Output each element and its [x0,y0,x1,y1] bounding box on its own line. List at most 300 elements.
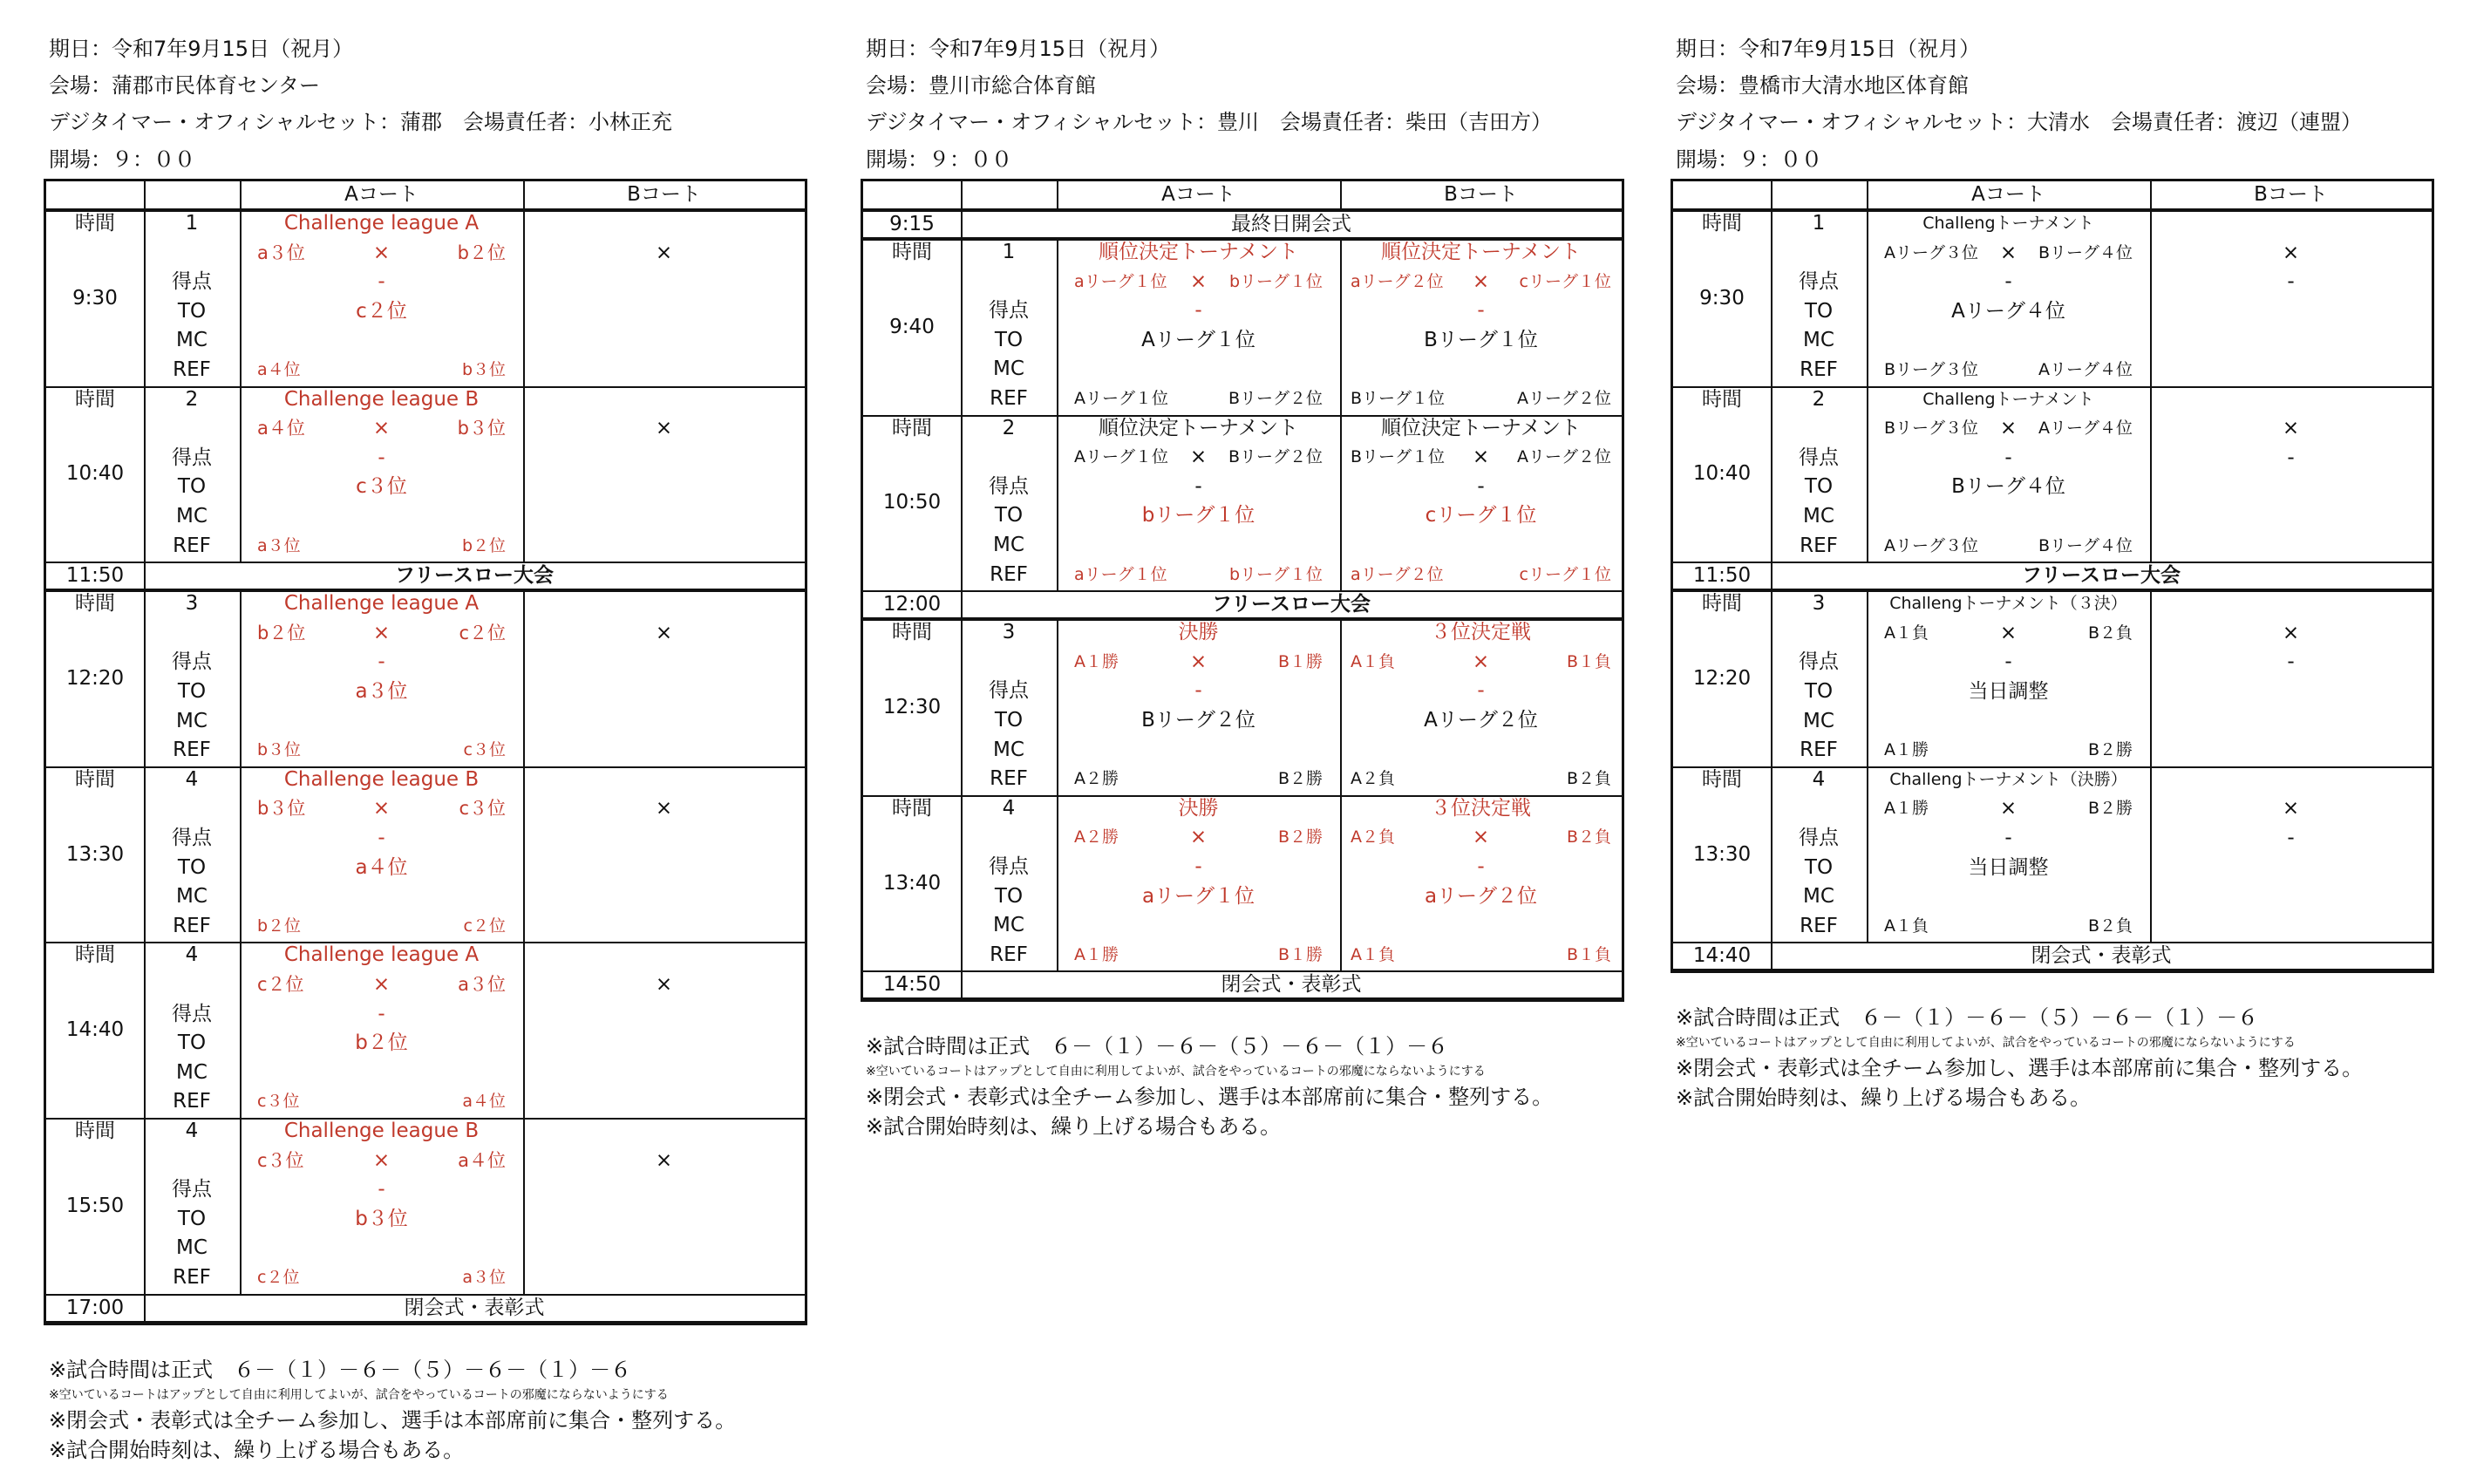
court-a-match-title: Challenge league B [283,1120,480,1142]
court-b-dash: - [1477,679,1485,703]
time-label: 時間 [75,592,115,616]
header-timer: デジタイマー・オフィシャルセット：豊川 会場責任者：柴田（吉田方） [866,110,1552,134]
mc-label: MC [176,709,208,732]
match-time: 14:40 [65,1018,125,1042]
match-number: 1 [1002,241,1016,263]
court-a-match-title: Challengトーナメント（決勝） [1889,769,2127,789]
court-a-dash: - [2004,270,2012,294]
to-label: TO [177,475,207,499]
court-a-officials: b２位 [355,1031,408,1055]
court-a-officials: c３位 [356,475,407,499]
court-a-team1: aリーグ１位 [1074,271,1167,291]
ref-label: REF [173,1090,211,1113]
court-a-team2: b２位 [457,242,506,263]
to-label: TO [994,504,1024,528]
band-col-divider [144,1294,146,1323]
court-b-versus: × [1472,446,1490,469]
score-label: 得点 [1799,650,1839,674]
header-col-divider [1771,181,1773,210]
court-b-versus: × [655,797,673,820]
score-label: 得点 [1799,827,1839,849]
match-col-divider [961,415,963,591]
band-text: フリースロー大会 [2022,564,2181,588]
score-label: 得点 [989,299,1029,323]
court-a-versus: × [1999,417,2018,440]
score-label: 得点 [172,446,212,469]
court-a-referee1: Bリーグ３位 [1884,360,1979,379]
band-text: 閉会式・表彰式 [404,1296,545,1319]
to-label: TO [177,1207,207,1230]
score-label: 得点 [1799,270,1839,294]
court-a-versus: × [1189,826,1208,849]
note-line: ※空いているコートはアップとして自由に利用してよいが、試合をやっているコートの邪魔にならないようにする [866,1065,1486,1079]
to-label: TO [994,328,1024,351]
mc-label: MC [993,914,1024,937]
match-col-divider [2150,386,2152,562]
court-b-team2: cリーグ１位 [1519,271,1611,291]
to-label: TO [1804,475,1834,499]
ref-label: REF [173,358,211,381]
match-time: 9:30 [1699,286,1745,310]
court-a-team2: Bリーグ２位 [1228,447,1323,467]
court-a-dash: - [378,446,385,469]
court-a-team1: Aリーグ１位 [1074,447,1168,467]
court-b-match-title: 順位決定トーナメント [1380,241,1582,263]
match-time: 9:40 [889,315,935,338]
court-a-referee2: c３位 [463,740,506,760]
note-line: ※試合開始時刻は、繰り上げる場合もある。 [1676,1086,2092,1111]
ref-label: REF [1800,914,1838,937]
court-a-match-title: 順位決定トーナメント [1098,416,1299,439]
mc-label: MC [1803,709,1834,732]
court-a-referee2: Aリーグ４位 [2038,360,2133,379]
band-col-divider [144,562,146,590]
match-number: 4 [185,1120,199,1142]
court-a-team2: c２位 [459,622,506,643]
header-col-divider [1867,181,1868,210]
note-line: ※試合開始時刻は、繰り上げる場合もある。 [49,1437,465,1462]
court-b-dash: - [2287,270,2295,294]
match-col-divider [1340,415,1342,591]
court-a-team2: B２負 [2087,623,2133,643]
venue-panel-gamagori [44,0,807,1484]
court-a-team1: c２位 [257,974,304,995]
match-col-divider [240,1118,242,1294]
court-b-dash: - [2287,650,2295,674]
match-col-divider [240,386,242,562]
note-line: ※空いているコートはアップとして自由に利用してよいが、試合をやっているコートの邪魔にならないようにする [49,1387,669,1402]
match-col-divider [1340,619,1342,795]
court-b-team1: aリーグ２位 [1351,271,1444,291]
time-label: 時間 [75,212,115,235]
header-timer: デジタイマー・オフィシャルセット：大清水 会場責任者：渡辺（連盟） [1676,110,2362,134]
score-label: 得点 [1799,446,1839,469]
header-timer: デジタイマー・オフィシャルセット：蒲郡 会場責任者：小林正充 [49,110,672,134]
time-label: 時間 [1702,767,1742,791]
match-time: 13:30 [1692,842,1752,866]
score-label: 得点 [172,827,212,849]
court-a-referee1: c３位 [257,1092,300,1112]
court-a-dash: - [378,1178,385,1201]
court-a-dash: - [378,270,385,294]
court-a-officials: c２位 [356,299,407,323]
court-b-dash: - [2287,446,2295,469]
match-col-divider [144,1118,146,1294]
ref-label: REF [1800,534,1838,557]
time-label: 時間 [1702,212,1742,235]
court-a-referee1: b２位 [257,916,302,936]
match-time: 12:20 [1692,667,1752,690]
court-a-dash: - [1194,855,1202,878]
court-a-referee1: a４位 [257,360,301,379]
header-venue: 会場：蒲郡市民体育センター [49,73,321,98]
court-b-team1: A１負 [1351,651,1395,671]
court-a-dash: - [2004,446,2012,469]
court-a-team1: c３位 [257,1149,304,1171]
court-a-referee1: Aリーグ１位 [1074,389,1168,408]
band-text: フリースロー大会 [395,564,554,588]
note-line: ※空いているコートはアップとして自由に利用してよいが、試合をやっているコートの邪魔にならないようにする [1676,1036,2296,1051]
mc-label: MC [993,357,1024,381]
court-b-header: Bコート [627,183,701,206]
court-a-team2: B１勝 [1277,651,1323,671]
court-a-versus: × [372,417,391,440]
match-number: 4 [185,767,199,791]
match-col-divider [1867,766,1868,943]
match-col-divider [523,766,525,943]
note-line: ※試合時間は正式 ６－（１）－６－（５）－６－（１）－６ [866,1034,1449,1059]
ref-label: REF [173,914,211,937]
court-a-referee2: b３位 [461,360,506,379]
band-time: 14:50 [882,973,942,997]
match-col-divider [2150,590,2152,766]
ref-label: REF [990,387,1028,410]
match-col-divider [961,795,963,971]
court-a-team1: A２勝 [1074,827,1119,848]
match-col-divider [144,766,146,943]
time-label: 時間 [75,943,115,967]
match-col-divider [523,1118,525,1294]
band-text: フリースロー大会 [1212,593,1371,616]
match-number: 3 [1812,592,1826,616]
court-a-referee2: B２勝 [2087,740,2133,760]
court-a-officials: Bリーグ２位 [1141,709,1255,732]
match-time: 13:40 [882,871,942,895]
court-b-dash: - [1477,855,1485,878]
court-a-team2: Aリーグ４位 [2038,419,2133,439]
match-col-divider [144,590,146,766]
court-a-match-title: 決勝 [1178,796,1219,820]
match-col-divider [144,386,146,562]
court-a-team2: a４位 [458,1149,506,1171]
venue-panel-toyohashi [1670,0,2434,1484]
court-a-team1: A１負 [1884,623,1929,643]
match-col-divider [240,210,242,386]
court-b-team2: B１負 [1566,651,1611,671]
court-b-versus: × [655,417,673,440]
court-a-team1: A１勝 [1884,799,1929,819]
court-a-referee1: A１負 [1884,916,1929,936]
court-a-versus: × [372,1148,391,1172]
court-b-versus: × [655,973,673,996]
band-text: 閉会式・表彰式 [2031,944,2172,968]
match-col-divider [144,942,146,1118]
match-number: 4 [1002,796,1016,820]
header-col-divider [523,181,525,210]
venue-panel-toyokawa [861,0,1624,1484]
court-a-match-title: Challenge league B [283,387,480,411]
court-a-versus: × [372,973,391,996]
court-a-dash: - [1194,299,1202,323]
ref-label: REF [173,739,211,762]
header-col-divider [144,181,146,210]
header-opening: 開場：９：００ [866,147,1012,172]
court-b-dash: - [1477,299,1485,323]
court-b-versus: × [2282,417,2300,440]
ref-label: REF [173,534,211,557]
court-b-match-title: 順位決定トーナメント [1380,416,1582,439]
match-time: 13:30 [65,842,125,866]
court-b-referee2: cリーグ１位 [1519,564,1611,584]
court-a-referee2: B２勝 [1277,769,1323,789]
court-b-versus: × [1472,650,1490,673]
note-line: ※試合時間は正式 ６－（１）－６－（５）－６－（１）－６ [49,1357,632,1382]
court-a-team1: b３位 [257,798,306,820]
court-a-header: Aコート [1971,183,2045,206]
match-time: 10:40 [1692,462,1752,486]
match-col-divider [523,590,525,766]
match-col-divider [1340,239,1342,415]
mc-label: MC [176,1060,208,1084]
to-label: TO [994,709,1024,732]
court-b-team1: Bリーグ１位 [1351,447,1446,467]
court-a-officials: b３位 [355,1207,408,1230]
court-b-referee1: A１負 [1351,944,1395,964]
court-a-team1: b２位 [257,622,306,643]
band-time: 17:00 [65,1296,125,1319]
time-label: 時間 [892,416,932,439]
court-a-match-title: Challenge league A [283,943,480,967]
schedule-table [1670,179,2434,973]
band-text: 閉会式・表彰式 [1221,973,1362,997]
court-b-referee2: B２負 [1566,769,1611,789]
score-label: 得点 [172,270,212,294]
match-number: 4 [185,943,199,967]
note-line: ※閉会式・表彰式は全チーム参加し、選手は本部席前に集合・整列する。 [866,1085,1554,1110]
band-time: 11:50 [65,564,125,588]
note-line: ※試合開始時刻は、繰り上げる場合もある。 [866,1114,1282,1140]
to-label: TO [177,299,207,323]
court-a-referee1: A２勝 [1074,769,1119,789]
ref-label: REF [990,767,1028,791]
band-col-divider [961,590,963,619]
court-a-referee2: Bリーグ２位 [1228,389,1323,408]
mc-label: MC [176,505,208,528]
court-a-officials: bリーグ１位 [1141,504,1255,528]
header-date: 期日：令和7年9月15日（祝月） [866,37,1171,61]
header-opening: 開場：９：００ [1676,147,1822,172]
court-a-officials: Bリーグ４位 [1951,475,2065,499]
schedule-table [44,179,807,1325]
to-label: TO [994,884,1024,908]
notes [866,1031,1553,1141]
note-line: ※閉会式・表彰式は全チーム参加し、選手は本部席前に集合・整列する。 [49,1407,737,1433]
court-b-versus: × [2282,621,2300,644]
court-a-team2: B２勝 [1277,827,1323,848]
match-time: 12:30 [882,696,942,718]
match-col-divider [1771,210,1773,386]
court-a-referee2: B２負 [2087,916,2133,936]
court-a-match-title: 決勝 [1178,621,1219,644]
time-label: 時間 [892,621,932,644]
band-divider [863,997,1622,999]
match-number: 4 [1812,767,1826,791]
match-col-divider [240,942,242,1118]
court-a-referee1: A１勝 [1074,944,1119,964]
header-opening: 開場：９：００ [49,147,195,172]
court-a-referee2: B１勝 [1277,944,1323,964]
court-a-versus: × [1999,241,2018,264]
court-a-officials: Aリーグ１位 [1141,328,1255,351]
court-a-match-title: Challenge league B [283,767,480,791]
court-a-referee2: a４位 [462,1092,506,1112]
match-col-divider [1771,590,1773,766]
match-col-divider [240,590,242,766]
to-label: TO [1804,680,1834,703]
court-a-referee1: a３位 [257,535,301,555]
to-label: TO [177,680,207,703]
court-a-header: Aコート [344,183,418,206]
band-time: 9:15 [889,213,935,235]
time-label: 時間 [1702,592,1742,616]
match-col-divider [1867,210,1868,386]
court-a-versus: × [1189,269,1208,293]
court-a-match-title: Challengトーナメント [1922,389,2094,409]
match-col-divider [1057,619,1058,795]
match-number: 1 [1812,212,1826,235]
court-b-officials: cリーグ１位 [1425,504,1537,528]
court-b-versus: × [655,241,673,264]
notes [1676,1003,2363,1113]
header-col-divider [1057,181,1058,210]
court-b-team2: Aリーグ２位 [1517,447,1611,467]
match-col-divider [961,619,963,795]
court-a-match-title: Challenge league A [283,212,480,235]
court-b-referee2: B１負 [1566,944,1611,964]
band-divider [1673,969,2432,970]
to-label: TO [1804,299,1834,323]
court-a-team2: Bリーグ４位 [2038,242,2133,262]
court-b-header: Bコート [1444,183,1518,206]
court-a-team2: b３位 [457,418,506,439]
match-number: 2 [185,387,199,411]
court-a-dash: - [378,1002,385,1025]
ref-label: REF [990,943,1028,966]
score-label: 得点 [989,855,1029,878]
court-a-team1: a３位 [257,242,305,263]
header-col-divider [1340,181,1342,210]
match-col-divider [1057,239,1058,415]
mc-label: MC [176,885,208,909]
band-col-divider [1771,942,1773,970]
match-col-divider [523,942,525,1118]
time-label: 時間 [75,387,115,411]
court-b-dash: - [2287,827,2295,849]
match-col-divider [2150,766,2152,943]
match-number: 3 [185,592,199,616]
court-a-dash: - [2004,650,2012,674]
match-number: 2 [1812,387,1826,411]
band-text: 最終日開会式 [1231,213,1351,235]
notes [49,1355,736,1465]
court-b-referee1: Bリーグ１位 [1351,389,1446,408]
mc-label: MC [176,329,208,352]
court-a-versus: × [1999,797,2018,820]
court-a-officials: a３位 [355,680,408,703]
match-col-divider [961,239,963,415]
match-col-divider [144,210,146,386]
court-a-officials: a４位 [355,855,408,879]
court-a-referee2: bリーグ１位 [1228,564,1323,584]
match-col-divider [2150,210,2152,386]
court-b-header: Bコート [2254,183,2328,206]
court-a-referee2: Bリーグ４位 [2038,535,2133,555]
court-b-referee1: aリーグ２位 [1351,564,1444,584]
note-line: ※閉会式・表彰式は全チーム参加し、選手は本部席前に集合・整列する。 [1676,1056,2364,1081]
header-col-divider [961,181,963,210]
score-label: 得点 [989,679,1029,703]
court-a-versus: × [1189,650,1208,673]
court-a-team1: a４位 [257,418,305,439]
court-a-team2: B２勝 [2087,799,2133,819]
ref-label: REF [173,1266,211,1289]
score-label: 得点 [989,474,1029,498]
court-a-versus: × [372,241,391,264]
header-venue: 会場：豊橋市大清水地区体育館 [1676,73,1969,98]
court-b-officials: Bリーグ１位 [1424,328,1538,351]
court-a-versus: × [372,797,391,820]
court-b-versus: × [2282,797,2300,820]
match-col-divider [240,766,242,943]
court-a-referee1: b３位 [257,740,302,760]
court-a-header: Aコート [1161,183,1235,206]
to-label: TO [1804,855,1834,879]
court-a-match-title: 順位決定トーナメント [1098,241,1299,263]
court-a-versus: × [372,621,391,644]
court-a-team2: c３位 [459,798,506,820]
court-b-referee2: Aリーグ２位 [1517,389,1611,408]
court-a-referee1: c２位 [257,1268,300,1287]
match-time: 10:50 [882,491,942,514]
court-a-team1: Bリーグ３位 [1884,419,1979,439]
match-col-divider [1340,795,1342,971]
match-col-divider [1867,386,1868,562]
mc-label: MC [1803,505,1834,528]
court-a-officials: 当日調整 [1968,680,2049,703]
score-label: 得点 [172,1178,212,1201]
court-b-referee1: A２負 [1351,769,1395,789]
match-col-divider [523,386,525,562]
court-a-referee2: b２位 [461,535,506,555]
court-a-referee1: A１勝 [1884,740,1929,760]
mc-label: MC [1803,329,1834,352]
match-col-divider [1057,795,1058,971]
court-b-officials: aリーグ２位 [1424,884,1538,908]
score-label: 得点 [172,1002,212,1025]
header-date: 期日：令和7年9月15日（祝月） [1676,37,1981,61]
time-label: 時間 [892,241,932,263]
mc-label: MC [993,738,1024,761]
